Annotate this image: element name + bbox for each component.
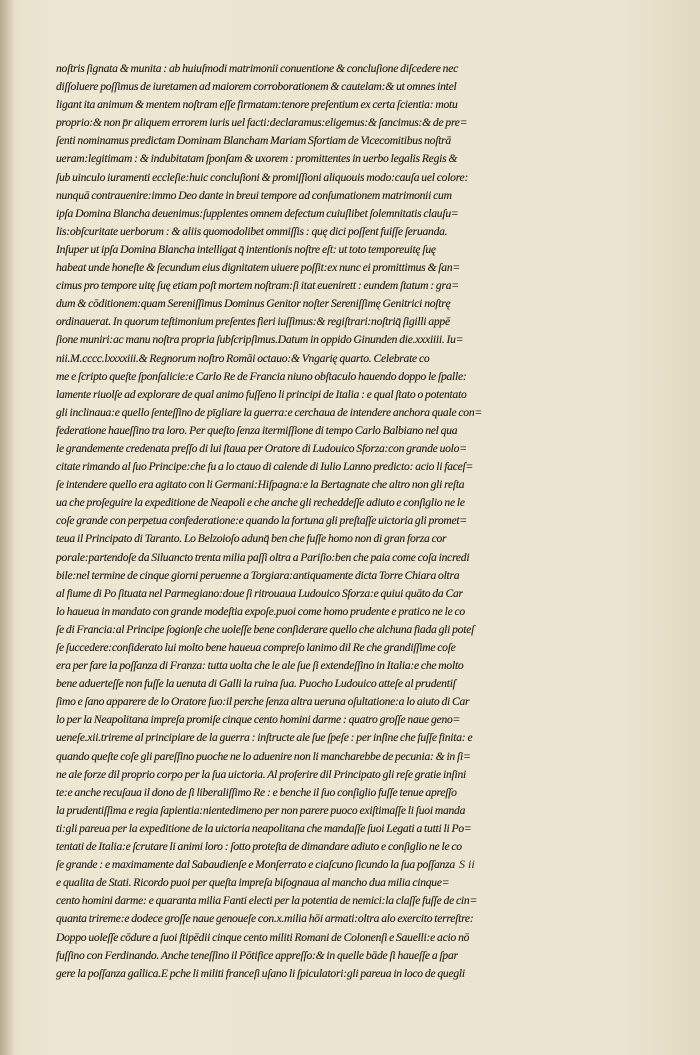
text-block (56, 60, 521, 983)
text-line: bile:nel termine de cinque giorni peruenne a Torgiara:antiquamente dicta Torre Chiara oltra (56, 568, 460, 582)
text-line: habeat unde honeſte & ſecundum eius dignitatem uiuere poſſit:ex nunc ei promittimus & ſan= (56, 261, 460, 275)
text-line: gere la poſſanza gallica.E pche li militi franceſi uſano li ſpiculatori:gli pareua in loco de quegli (56, 966, 465, 980)
text-line: noſtris ſignata & munita : ab huiuſmodi matrimonii conuentione & concluſione diſcedere nec (56, 62, 458, 75)
text-line: lo per la Neapolitana impreſa promiſe cinque cento homini darme : quatro groſſe naue geno= (56, 713, 461, 727)
text-line: federatione haueſſino tra loro. Per queſto ſenza itermiſſione di tempo Carlo Balbiano nel qua (56, 423, 458, 437)
text-line: ſimo e ſano apparere de lo Oratore ſuo:il perche ſenza altra ueruna oſultatione:a lo aiuto di Car (56, 695, 470, 709)
text-line: ſenti nominamus predictam Dominam Blancham Mariam Sfortiam de Vicecomitibus noſtrā (56, 134, 451, 148)
text-line: lis:obſcuritate uerborum : & aliis quomodolibet ommiſſis : quę dici poſſent fuiſſe ſeruanda. (56, 224, 448, 238)
text-line: quando queſte coſe gli pareſſino puoche ne lo aduenire non li mancharebbe de pecunia: & in ſi= (56, 749, 471, 763)
text-line: al fiume di Po ſituata nel Parmegiano:doue ſi ritrouaua Ludouico Sforza:e quiui quāto da Car (56, 586, 463, 600)
text-line: ipſa Domina Blancha deuenimus:ſupplentes omnem defectum cuiuſlibet ſolemnitatis clauſu= (56, 206, 459, 220)
text-line: Doppo uoleſſe cōdure a ſuoi ſtipēdii cinque cento militi Romani de Colonenſi e Sauelli:e acio nō (56, 930, 470, 944)
text-line: tentati de Italia:e ſcrutare li animi loro : ſotto proteſta de dimandare adiuto e conſiglio ne le co (56, 840, 462, 854)
text-line: ne ale forze dil proprio corpo per la ſua uictoria. Al proferire dil Principato gli reſe gratie inſini (56, 767, 466, 781)
text-line: era per fare la poſſanza di Franza: tutta uolta che le ale ſue ſi extendeſſino in Italia:e che molto (56, 659, 464, 673)
text-line: dum & cōditionem:quam Sereniſſimus Dominus Genitor noſter Sereniſſimę Genitrici noſtrę (56, 297, 451, 311)
text-line: proprio:& non p̄r aliquem errorem iuris uel facti:declaramus:eligemus:& ſancimus:& de pre= (56, 116, 468, 130)
text-line: ti:gli pareua per la expeditione de la uictoria neapolitana che mandaſſe ſuoi Legati a tutti li Po= (56, 821, 472, 835)
text-line: nunquā contrauenire:immo Deo dante in breui tempore ad conſumationem matrimonii cum (56, 188, 452, 202)
text-line: ſe ſuccedere:conſiderato lui molto bene haueua compreſo lanimo dil Re che grandiſſime coſe (56, 641, 456, 654)
text-line: cimus pro tempore uitę ſuę etiam poſt mortem noſtram:ſi itat euenirett : eundem ſtatum : gra= (56, 279, 459, 293)
text-line: ua che proſeguire la expeditione de Neapoli e che anche gli recheddeſſe adiuto e conſiglio ne le (56, 496, 465, 510)
text-line: ſe di Francia:al Principe ſogionſe che uoleſſe bene conſiderare quello che alchuna fiada gli poteſ (56, 622, 475, 636)
text-line: ſione muniri:ac manu noſtra propria ſubſcripſimus.Datum in oppido Ginunden die.xxxiiii. Iu= (56, 333, 464, 347)
text-line: ligant ita animum & mentem noſtram eſſe firmatam:tenore preſentium ex certa ſcientia: motu (56, 98, 458, 112)
text-line: ſub uinculo iuramenti eccleſie:huic concluſioni & promiſſioni aliquouis modo:cauſa uel colore: (56, 170, 469, 184)
text-line: fuſſino con Ferdinando. Anche teneſſino il Pōtifice appreſſo:& in quelle bāde ſi haueſſe a ſpar (56, 948, 458, 962)
text-line: ordinauerat. In quorum teſtimonium preſentes fieri iuſſimus:& regiſtrari:noſtriq̄ ſigilli appē (56, 315, 450, 329)
text-line: cento homini darme: e quaranta milia Fanti electi per la potentia de nemici:la claſſe fuſſe de cin= (56, 894, 478, 908)
text-line: Inſuper ut ipſa Domina Blancha intelligat q̄ intentionis noſtre eſt: ut toto temporeuitę ſuę (56, 242, 436, 256)
text-line: nii.M.cccc.lxxxxiii.& Regnorum noſtro Romāi octauo:& Vngarię quarto. Celebrate co (56, 351, 430, 365)
text-line: ſe intendere quello era agitato con li Germani:Hiſpagna:e la Bertagnate che altro non gli reſta (56, 478, 465, 492)
text-line: lamente riuolſe ad explorare de qual animo fuſſeno li principi de Italia : e qual ſtato o potentato (56, 387, 467, 401)
text-line: ueram:legitimam : & indubitatam ſponſam & uxorem : promittentes in uerbo legalis Regis & (56, 152, 458, 166)
text-line: bene aduerteſſe non fuſſe la uenuta di Galli la ruina ſua. Puocho Ludouico atteſe al prudentiſ (56, 677, 456, 691)
text-line: gli inclinaua:e quello ſenteſſino de pīgliare la guerra:e cerchaua de intendere anchora quale con= (56, 405, 482, 419)
signature-mark: S ii (459, 857, 475, 871)
text-line: la prudentiſſima e regia ſapientia:nientedimeno per non parere puoco exiſtimaſſe li ſuoi manda (56, 803, 466, 817)
text-line: diſſoluere poſſimus de iuretamen ad maiorem corroborationem & cautelam:& ut omnes intel (56, 80, 457, 94)
text-line: lo haueua in mandato con grande modeſtia expoſe.puoi come homo prudente e pratico ne le co (56, 604, 465, 618)
text-line: quanta trireme:e dodece groſſe naue genoueſe con.x.milia hōi armati:oltra alo exercito terreſtre: (56, 912, 474, 926)
text-line: le grandemente credenata preſſo di lui ſtaua per Oratore di Ludouico Sforza:con grande uolo= (56, 441, 467, 455)
text-line: ueneſe.xii.trireme al principiare de la guerra : inſtructe ale ſue ſpeſe : per inſine che fuſſe finita: e (56, 731, 473, 745)
text-line: citate rimando al ſuo Principe:che fu a lo ctauo di calende di Iulio Lanno predicto: acio li faceſ= (56, 460, 474, 474)
text-line: teua il Principato di Taranto. Lo Belzoioſo adunq̄ ben che fuſſe homo non di gran forza cor (56, 532, 447, 546)
text-line: me e ſcripto queſte ſponſalicie:e Carlo Re de Francia niuno obſtaculo hauendo doppo le ſpalle: (56, 369, 467, 383)
text-line: porale:partendoſe da Siluancto trenta milia paſſi oltra a Pariſio:ben che paia come coſa incredi (56, 550, 470, 564)
text-line: te:e anche recuſaua il dono de ſi liberaliſſimo Re : e benche il ſuo conſiglio fuſſe tenue apreſſo (56, 785, 457, 799)
text-line: coſe grande con perpetua confederatione:e quando la fortuna gli preſtaſſe uictoria gli promet= (56, 514, 467, 528)
text-line: e qualita de Stati. Ricordo puoi per queſta impreſa biſognaua al mancho dua milia cinque= (56, 876, 450, 890)
gutter-shadow (0, 0, 14, 1055)
text-line: ſe grande : e maximamente dal Sabaudienſe e Monſerrato e ciaſcuno ſicundo la ſua poſſanza (56, 858, 455, 872)
